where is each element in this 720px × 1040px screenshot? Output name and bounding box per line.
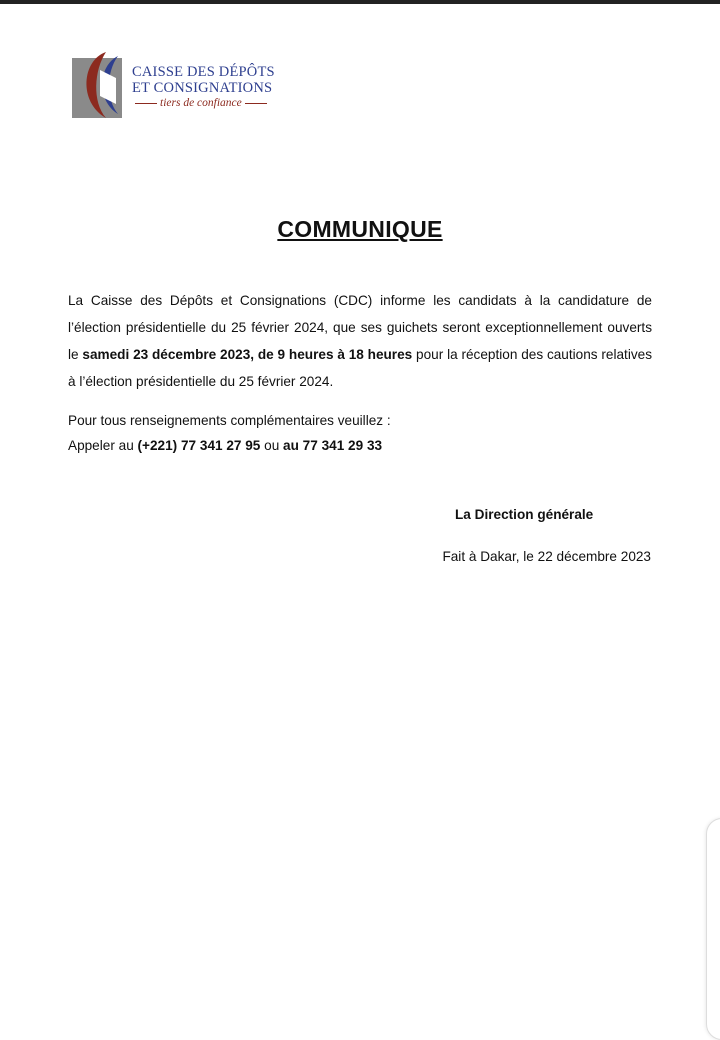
phone-number-1: (+221) 77 341 27 95 (137, 438, 261, 453)
cdc-logo-text (132, 64, 275, 109)
logo-tagline (132, 97, 275, 109)
contact-phones (68, 433, 652, 458)
paragraph-contact (68, 408, 652, 458)
phone-number-2: au 77 341 29 33 (283, 438, 383, 453)
cdc-logo-mark-icon (72, 50, 126, 120)
signature: La Direction générale (455, 507, 594, 522)
call-prefix: Appeler au (68, 438, 138, 453)
cdc-logo (72, 50, 282, 122)
place-date: Fait à Dakar, le 22 décembre 2023 (442, 549, 651, 564)
edge-card-overlay[interactable] (706, 818, 720, 1040)
top-bar (0, 0, 720, 4)
logo-line1: CAISSE DES DÉPÔTS (132, 64, 275, 80)
paragraph1-bold-date: samedi 23 décembre 2023, de 9 heures à 18 heures (82, 347, 413, 362)
paragraph1-part2: pour la réception des cautions relatives à l’élection présidentielle du 25 février 2024. (68, 347, 653, 389)
contact-intro: Pour tous renseignements complémentaires veuillez : (68, 413, 391, 428)
logo-tagline-text: tiers de confiance (160, 97, 242, 109)
paragraph-announcement (68, 287, 652, 395)
or-text: ou (260, 438, 284, 453)
logo-line2: ET CONSIGNATIONS (132, 80, 273, 96)
paragraph1-part1: La Caisse des Dépôts et Consignations (CDC) informe les candidats à la candidature de l’élection présidentielle du 25 février 2024, que ses guichets seront exceptionnellement ouverts le (68, 293, 652, 362)
page-title: COMMUNIQUE (277, 216, 443, 242)
